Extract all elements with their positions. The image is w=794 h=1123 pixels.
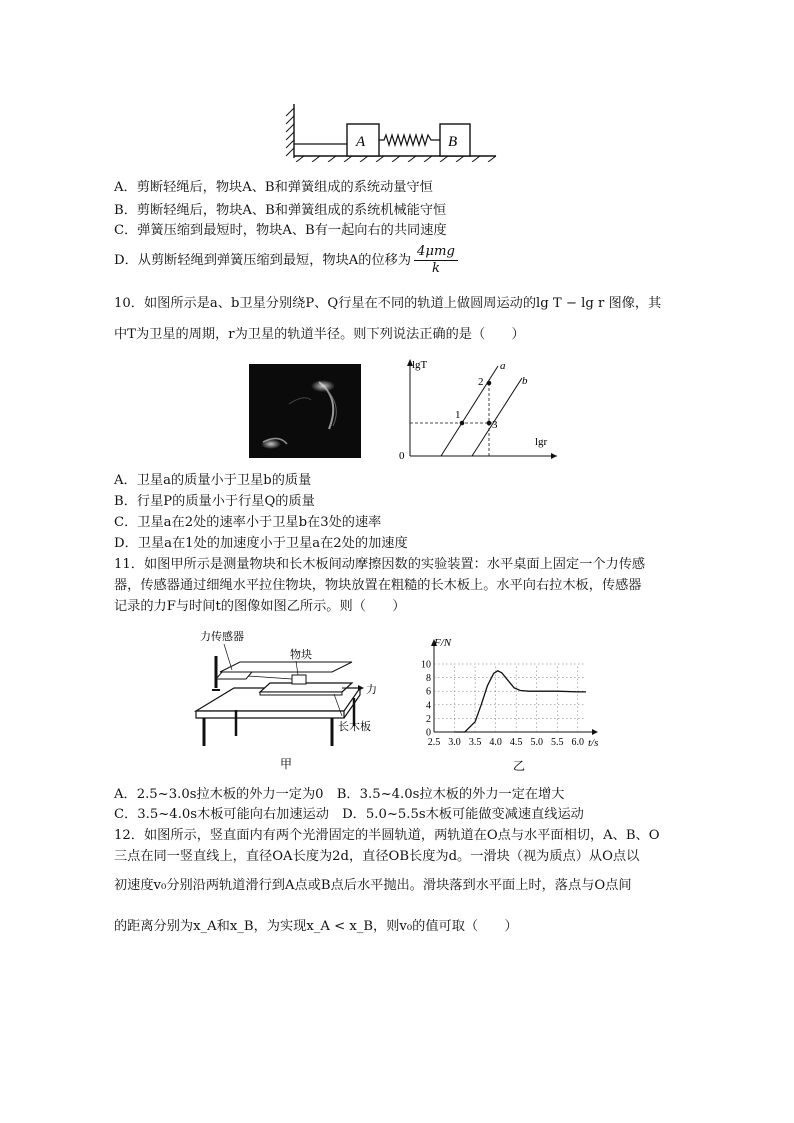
block-label: 物块 [290, 648, 312, 661]
satellite-photo [249, 364, 361, 458]
line-b [472, 378, 522, 456]
q10-stem-line2: 中T为卫星的周期，r为卫星的轨道半径。则下列说法正确的是（ ） [114, 327, 525, 342]
q10-option-c: C．卫星a在2处的速率小于卫星b在3处的速率 [114, 515, 382, 530]
spring-block-figure [280, 100, 500, 162]
y-tick-label: 10 [421, 659, 431, 671]
figure-jia-caption: 甲 [280, 757, 293, 771]
x-tick-label: 4.5 [509, 737, 523, 748]
q9-fraction [414, 244, 458, 277]
apparatus-figure [192, 626, 382, 771]
y-tick-label: 6 [426, 686, 431, 698]
block-b-label: B [448, 134, 458, 150]
q9-option-b: B．剪断轻绳后，物块A、B和弹簧组成的系统机械能守恒 [114, 203, 447, 218]
y-axis-label: lgT [412, 359, 428, 371]
point-3 [487, 421, 492, 426]
force-curve [455, 671, 587, 732]
q9-option-d-text: D．从剪断轻绳到弹簧压缩到最短，物块A的位移为 [114, 253, 412, 268]
q10-option-d: D．卫星a在1处的加速度小于卫星a在2处的加速度 [114, 536, 408, 551]
point-3-label: 3 [492, 419, 498, 431]
fraction-numerator: 4μmg [414, 244, 458, 261]
x-tick-label: 3.5 [468, 737, 482, 748]
x-tick-label: 2.5 [427, 737, 441, 748]
x-tick-label: 5.5 [550, 737, 564, 748]
point-2 [487, 381, 492, 386]
q10-option-a: A．卫星a的质量小于卫星b的质量 [114, 473, 312, 488]
y-tick-label: 0 [426, 727, 431, 739]
q12-stem-line4: 的距离分别为x_A和x_B，为实现x_A < x_B，则v₀的值可取（ ） [114, 919, 518, 934]
x-tick-label: 3.0 [448, 737, 461, 748]
q10-stem-line1: 10．如图所示是a、b卫星分别绕P、Q行星在不同的轨道上做圆周运动的lg T − lg r 图像，其 [114, 296, 662, 311]
q9-option-d [114, 244, 458, 277]
q11-stem-line3: 记录的力F与时间t的图像如图乙所示。则（ ） [114, 599, 406, 614]
board-label: 长木板 [338, 720, 371, 733]
x-axis-label: lgr [535, 436, 548, 448]
origin-label: 0 [399, 450, 405, 462]
y-tick-label: 8 [426, 673, 431, 685]
fraction-denominator: k [432, 261, 440, 276]
line-a [441, 366, 498, 456]
q9-option-c: C．弹簧压缩到最短时，物块A、B有一起向右的共同速度 [114, 223, 447, 238]
q9-option-a: A．剪断轻绳后，物块A、B和弹簧组成的系统动量守恒 [114, 180, 433, 195]
x-tick-label: 5.0 [530, 737, 543, 748]
y-tick-label: 2 [426, 713, 431, 725]
lgT-lgr-graph [395, 356, 565, 462]
force-time-chart [416, 636, 601, 774]
point-2-label: 2 [478, 376, 484, 388]
force-label: 力 [366, 683, 377, 696]
line-b-label: b [522, 375, 528, 387]
x-tick-label: 6.0 [571, 737, 585, 748]
x-tick-label: 4.0 [489, 737, 502, 748]
q12-stem-line2: 三点在同一竖直线上，直径OA长度为2d，直径OB长度为d。一滑块（视为质点）从O点以 [114, 849, 640, 864]
y-axis-title: F/N [434, 637, 452, 649]
q12-stem-line1: 12．如图所示，竖直面内有两个光滑固定的半圆轨道，两轨道在O点与水平面相切，A、B、O [114, 828, 660, 843]
q11-options-line1: A．2.5~3.0s拉木板的外力一定为0 B．3.5~4.0s拉木板的外力一定在增大 [114, 787, 565, 802]
q10-option-b: B．行星P的质量小于行星Q的质量 [114, 494, 315, 509]
figure-yi-caption: 乙 [513, 759, 526, 773]
q12-stem-line3: 初速度v₀分别沿两轨道滑行到A点或B点后水平抛出。滑块落到水平面上时，落点与O点间 [114, 878, 632, 893]
q11-stem-line1: 11．如图甲所示是测量物块和长木板间动摩擦因数的实验装置：水平桌面上固定一个力传感 [114, 557, 646, 572]
point-1-label: 1 [455, 409, 461, 421]
q11-options-line2: C．3.5~4.0s木板可能向右加速运动 D．5.0~5.5s木板可能做变减速直线运动 [114, 807, 584, 822]
y-tick-label: 4 [426, 700, 431, 712]
point-1 [460, 421, 465, 426]
x-axis-title: t/s [588, 737, 599, 749]
sensor-label: 力传感器 [200, 630, 244, 643]
block-a-label: A [356, 134, 366, 150]
line-a-label: a [500, 360, 506, 372]
q11-stem-line2: 器，传感器通过细绳水平拉住物块，物块放置在粗糙的长木板上。水平向右拉木板，传感器 [114, 578, 642, 593]
